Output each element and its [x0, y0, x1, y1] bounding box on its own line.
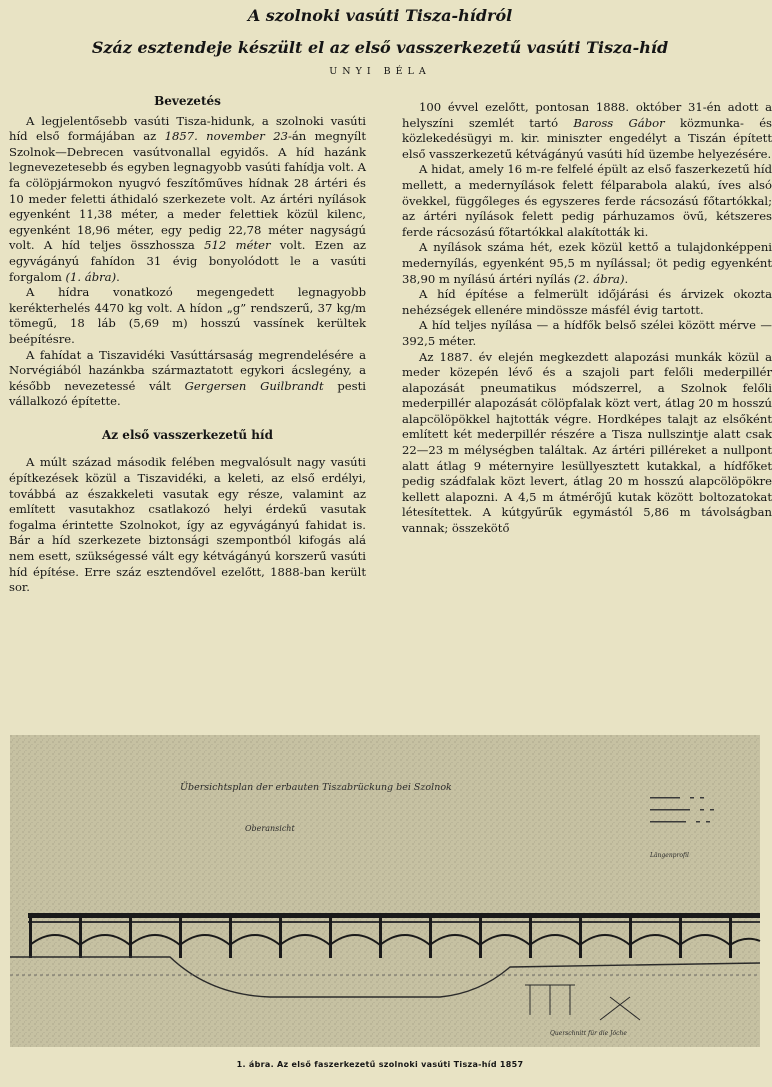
left-column: [9, 94, 366, 674]
text-run: -án megnyílt Szolnok—Debrecen vasútvonallal egyidős. A híd hazánk legnevezetesebb és egyben legnagyobb vasúti fahídja volt. A fa cölöpjármokon nyugvó feszítőműves hídnak 28 ártéri és 10 meder feletti áthidaló szerkezete volt. Az ártéri nyílások egyenként 11,38 méter, a meder felettiek közül kilenc, egyenként 18,96 méter, egy pedig 22,78 méter nagyságú volt. A híd teljes összhossza: [9, 129, 366, 253]
paragraph: A híd építése a felmerült időjárási és árvizek okozta nehézségek ellenére mindössze másfél évig tartott.: [402, 287, 772, 317]
section-heading-first-iron-bridge: Az első vasszerkezetű híd: [102, 427, 273, 442]
paragraph: [402, 100, 772, 162]
paragraph: [9, 348, 366, 410]
text-run: .: [116, 269, 120, 284]
text-run: pesti vállalkozó építette.: [9, 378, 366, 409]
bridge-deck: [28, 913, 760, 918]
article-title: A szolnoki vasúti Tisza-hídról: [247, 6, 513, 25]
plan-label-profile: Längenprofil: [650, 852, 689, 859]
paragraph: Az 1887. év elején megkezdett alapozási munkák közül a meder közepén lévő és a szajoli part felőli mederpillér alapozását pneumatikus módszerrel, a Szolnok felőli mederpillér alapozását cölöpfalak közt vert, átlag 20 m hosszú alapcölöpökkel hajtották végre. Hordképes talajt az elsőként említett két mederpillér részére a Tisza nullszintje alatt csak 22—23 m mélységben találtak. Az ártéri pilléreket a nullpont alatt átlag 9 méternyire lesüllyesztett kutakkal, a hídfőket pedig szádfalak közt levert, átlag 20 m hosszú alapcölöpökre kellett alapozni. A 4,5 m átmérőjű kutak között boltozatokat létesítettek. A kútgyűrűk egymástól 5,86 m távolságban vannak; összekötő: [402, 349, 772, 536]
section-heading-intro: Bevezetés: [154, 94, 221, 108]
figure-caption: 1. ábra. Az első faszerkezetű szolnoki vasúti Tisza-híd 1857: [236, 1060, 524, 1069]
emphasis-name: Gergersen Guilbrandt: [184, 378, 324, 393]
paragraph: A hidat, amely 16 m-re felfelé épült az első faszerkezetű híd mellett, a medernyílások felett félparabola alakú, íves alsó övekkel, függőleges és egyszeres ferde rácsozású főtartókkal; az ártéri nyílások felett pedig párhuzamos övű, kétszeres ferde rácsozású főtartókkal alakították ki.: [402, 162, 772, 239]
paragraph: A híd teljes nyílása — a hídfők belső szélei között mérve — 392,5 méter.: [402, 318, 772, 348]
text-run: A nyílások száma hét, ezek közül kettő a tulajdonképpeni medernyílás, egyenként 95,5 m nyílással; öt pedig egyenként 38,90 m nyílású ártéri nyílás: [402, 240, 772, 286]
figure-reference: (1. ábra): [65, 269, 117, 284]
bridge-plan-drawing: [10, 735, 760, 1047]
bridge-rail: [28, 921, 760, 923]
text-run: 100 évvel ezelőtt, pontosan 1888. október 31-én adott a helyszíni szemlét tartó: [402, 100, 772, 130]
emphasis-name: Baross Gábor: [573, 115, 665, 130]
plan-label-cross-section: Querschnitt für die Jöche: [550, 1030, 627, 1037]
paragraph: A hídra vonatkozó megengedett legnagyobb kerékterhelés 4470 kg volt. A hídon „g” rendszerű, 37 kg/m tömegű, 18 láb (5,69 m) hosszú vassínek kerültek beépítésre.: [9, 285, 366, 346]
plan-title: Übersichtsplan der erbauten Tiszabrückung bei Szolnok: [180, 782, 452, 793]
text-run: A fahídat a Tiszavidéki Vasúttársaság megrendelésére a Norvégiából hazánkba származtatott egykori ácslegény, a később nevezetessé vált: [9, 347, 366, 393]
paragraph: A múlt század második felében megvalósult nagy vasúti építkezések közül a Tiszavidéki, a keleti, az első erdélyi, továbbá az északkeleti vasutak egy része, valamint az említett vasutakhoz csatlakozó helyi érdekű vasutak fogalma érintette Szolnokot, így az egyvágányú fahidat is. Bár a híd szerkezete biztonsági szempontból kifogás alá nem esett, szükségessé vált egy kétvágányú korszerű vasúti híd építése. Erre száz esztendővel ezelőtt, 1888-ban került sor.: [9, 455, 366, 595]
author-name: UNYI BÉLA: [329, 66, 431, 77]
text-run: közmunka- és közlekedésügyi m. kir. miniszter engedélyt a Tiszán épített első vasszerkezetű kétvágányú vasúti híd üzembe helyezésére.: [402, 115, 772, 161]
bridge-plan-figure: [10, 735, 760, 1047]
emphasis-length: 512 méter: [204, 238, 271, 253]
plan-label-top-view: Oberansicht: [245, 824, 295, 833]
paragraph: [9, 114, 366, 286]
article-subtitle: Száz esztendeje készült el az első vasszerkezetű vasúti Tisza-híd: [91, 38, 669, 57]
right-column: [402, 100, 772, 680]
figure-reference: (2. ábra): [573, 271, 625, 286]
emphasis-date: 1857. november 23: [164, 129, 288, 144]
text-run: A legjelentősebb vasúti Tisza-hidunk, a szolnoki vasúti híd első formájában az: [9, 113, 366, 144]
paragraph: [402, 240, 772, 287]
text-run: volt. Ezen az egyvágányú fahídon 31 évig bonyolódott le a vasúti forgalom: [9, 238, 367, 284]
text-run: .: [624, 271, 629, 286]
